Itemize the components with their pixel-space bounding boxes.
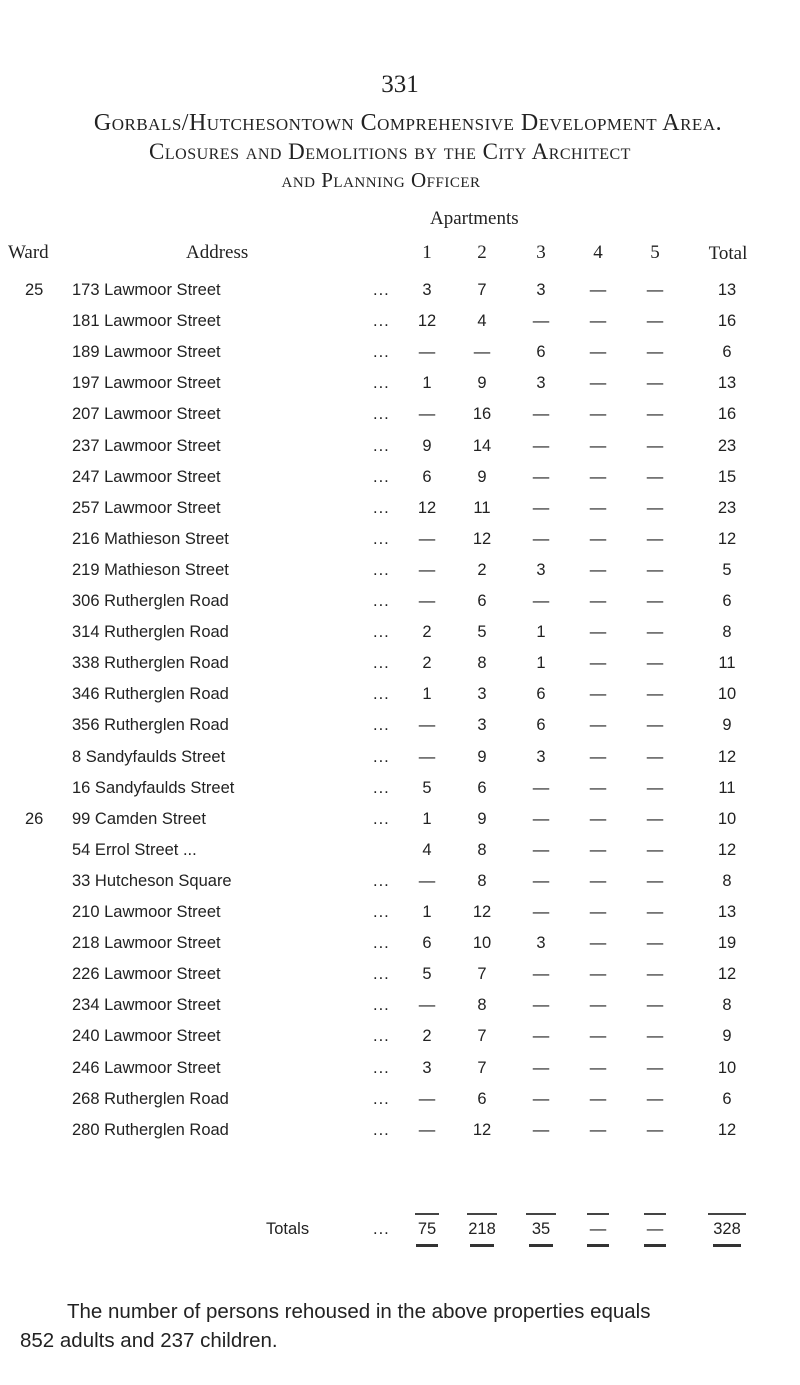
title-line-2: Closures and Demolitions by the City Architect [149, 139, 631, 164]
apartment-count-cell: — [589, 312, 607, 330]
apartment-count-cell: 16 [472, 405, 492, 423]
apartment-count-cell: 1 [422, 685, 432, 703]
apartment-count-cell: — [646, 685, 664, 703]
apartment-count-cell: — [418, 561, 436, 579]
address-cell: 346 Rutherglen Road [72, 685, 229, 703]
apartment-count-cell: — [532, 1059, 550, 1077]
apartment-count-cell: — [589, 779, 607, 797]
address-cell: 257 Lawmoor Street [72, 499, 221, 517]
apartment-count-cell: — [418, 716, 436, 734]
apartment-count-cell: — [646, 841, 664, 859]
total-cell: 6 [722, 343, 732, 361]
totals-total-cell: 328 [713, 1220, 741, 1238]
apartment-count-cell: — [418, 872, 436, 890]
leader-dots: ... [373, 530, 390, 548]
total-cell: 12 [717, 748, 737, 766]
address-cell: 181 Lawmoor Street [72, 312, 221, 330]
apartment-count-cell: 6 [536, 343, 546, 361]
address-cell: 33 Hutcheson Square [72, 872, 232, 890]
apartment-count-cell: 3 [477, 685, 487, 703]
total-cell: 13 [717, 903, 737, 921]
apartment-count-cell: — [532, 810, 550, 828]
page-number: 331 [381, 71, 419, 98]
leader-dots: ... [373, 810, 390, 828]
apartment-count-cell: 6 [477, 1090, 487, 1108]
apartment-count-cell: 8 [477, 654, 487, 672]
apartment-count-cell: 7 [477, 1027, 487, 1045]
address-cell: 99 Camden Street [72, 810, 206, 828]
apartment-count-cell: — [646, 592, 664, 610]
apartment-count-cell: — [589, 748, 607, 766]
leader-dots: ... [373, 996, 390, 1014]
address-cell: 306 Rutherglen Road [72, 592, 229, 610]
address-cell: 314 Rutherglen Road [72, 623, 229, 641]
address-cell: 280 Rutherglen Road [72, 1121, 229, 1139]
leader-dots: ... [373, 623, 390, 641]
apartment-count-cell: — [589, 561, 607, 579]
apartment-count-cell: — [646, 405, 664, 423]
apartment-count-cell: — [589, 872, 607, 890]
address-cell: 246 Lawmoor Street [72, 1059, 221, 1077]
apartments-1-column-header: 1 [422, 242, 432, 263]
total-cell: 16 [717, 312, 737, 330]
address-cell: 216 Mathieson Street [72, 530, 229, 548]
total-cell: 12 [717, 530, 737, 548]
apartment-count-cell: — [646, 996, 664, 1014]
apartment-count-cell: 6 [422, 934, 432, 952]
apartment-count-cell: 12 [417, 312, 437, 330]
apartment-count-cell: 2 [477, 561, 487, 579]
apartment-count-cell: — [589, 343, 607, 361]
apartment-count-cell: 5 [422, 779, 432, 797]
apartment-count-cell: — [589, 374, 607, 392]
apartment-count-cell: 1 [422, 903, 432, 921]
apartment-count-cell: 3 [536, 748, 546, 766]
apartment-count-cell: — [646, 312, 664, 330]
apartment-count-cell: 3 [477, 716, 487, 734]
leader-dots: ... [373, 1121, 390, 1139]
apartment-count-cell: — [646, 281, 664, 299]
leader-dots: ... [373, 965, 390, 983]
apartment-count-cell: 5 [422, 965, 432, 983]
apartment-count-cell: 7 [477, 281, 487, 299]
total-cell: 10 [717, 1059, 737, 1077]
apartments-3-column-header: 3 [536, 242, 546, 263]
address-cell: 268 Rutherglen Road [72, 1090, 229, 1108]
apartment-count-cell: — [532, 592, 550, 610]
address-cell: 237 Lawmoor Street [72, 437, 221, 455]
apartment-count-cell: — [589, 1121, 607, 1139]
address-cell: 8 Sandyfaulds Street [72, 748, 226, 766]
leader-dots: ... [373, 903, 390, 921]
leader-dots: ... [373, 592, 390, 610]
title-line-3: and Planning Officer [281, 168, 481, 192]
totals-a5-cell: — [646, 1220, 664, 1238]
totals-underline [644, 1244, 666, 1247]
leader-dots: ... [373, 1027, 390, 1045]
totals-a1-cell: 75 [417, 1220, 437, 1238]
apartment-count-cell: — [589, 437, 607, 455]
leader-dots: ... [373, 312, 390, 330]
address-cell: 210 Lawmoor Street [72, 903, 221, 921]
apartment-count-cell: — [589, 654, 607, 672]
total-cell: 11 [718, 779, 736, 797]
subtotal-rule [644, 1213, 666, 1215]
apartment-count-cell: — [532, 779, 550, 797]
apartment-count-cell: 12 [472, 1121, 492, 1139]
total-cell: 10 [717, 685, 737, 703]
apartment-count-cell: — [532, 841, 550, 859]
apartment-count-cell: — [589, 499, 607, 517]
total-cell: 12 [717, 1121, 737, 1139]
totals-underline [587, 1244, 609, 1247]
address-cell: 240 Lawmoor Street [72, 1027, 221, 1045]
address-cell: 356 Rutherglen Road [72, 716, 229, 734]
apartment-count-cell: — [646, 623, 664, 641]
apartment-count-cell: — [646, 1027, 664, 1045]
apartment-count-cell: — [646, 468, 664, 486]
apartment-count-cell: — [646, 903, 664, 921]
total-cell: 12 [717, 841, 737, 859]
total-cell: 23 [717, 437, 737, 455]
total-cell: 9 [722, 716, 732, 734]
apartment-count-cell: — [646, 934, 664, 952]
leader-dots: ... [373, 561, 390, 579]
footnote-line-1: The number of persons rehoused in the above properties equals [67, 1300, 651, 1323]
apartment-count-cell: — [418, 996, 436, 1014]
apartment-count-cell: — [589, 685, 607, 703]
apartment-count-cell: 9 [477, 748, 487, 766]
total-cell: 12 [717, 965, 737, 983]
apartment-count-cell: — [646, 872, 664, 890]
totals-underline [416, 1244, 438, 1247]
leader-dots: ... [373, 437, 390, 455]
address-column-header: Address [186, 242, 249, 263]
apartment-count-cell: 6 [477, 779, 487, 797]
apartment-count-cell: 9 [422, 437, 432, 455]
total-cell: 10 [717, 810, 737, 828]
apartment-count-cell: — [532, 965, 550, 983]
apartment-count-cell: — [589, 405, 607, 423]
subtotal-rule [708, 1213, 746, 1215]
subtotal-rule [415, 1213, 439, 1215]
apartment-count-cell: — [418, 592, 436, 610]
total-cell: 8 [722, 996, 732, 1014]
apartment-count-cell: — [589, 934, 607, 952]
apartments-4-column-header: 4 [593, 242, 603, 263]
apartment-count-cell: — [646, 748, 664, 766]
apartment-count-cell: 5 [477, 623, 487, 641]
totals-a3-cell: 35 [531, 1220, 551, 1238]
totals-underline [713, 1244, 741, 1247]
apartment-count-cell: 3 [536, 561, 546, 579]
ward-number: 25 [25, 281, 44, 299]
apartments-group-header: Apartments [430, 208, 519, 229]
address-cell: 189 Lawmoor Street [72, 343, 221, 361]
total-cell: 19 [717, 934, 737, 952]
apartment-count-cell: — [646, 1121, 664, 1139]
ward-column-header: Ward [8, 242, 49, 263]
apartment-count-cell: 6 [536, 716, 546, 734]
apartment-count-cell: 8 [477, 996, 487, 1014]
total-cell: 8 [722, 872, 732, 890]
apartment-count-cell: 9 [477, 810, 487, 828]
total-cell: 8 [722, 623, 732, 641]
apartment-count-cell: 3 [536, 281, 546, 299]
apartment-count-cell: — [589, 468, 607, 486]
apartment-count-cell: — [589, 716, 607, 734]
apartment-count-cell: — [532, 872, 550, 890]
totals-underline [529, 1244, 553, 1247]
apartment-count-cell: 8 [477, 872, 487, 890]
apartment-count-cell: — [646, 530, 664, 548]
apartment-count-cell: — [589, 810, 607, 828]
apartment-count-cell: — [418, 405, 436, 423]
apartment-count-cell: — [418, 343, 436, 361]
apartment-count-cell: — [532, 312, 550, 330]
leader-dots: ... [373, 468, 390, 486]
apartment-count-cell: — [532, 1121, 550, 1139]
apartments-2-column-header: 2 [477, 242, 487, 263]
apartment-count-cell: 7 [477, 1059, 487, 1077]
leader-dots: ... [373, 654, 390, 672]
address-cell: 226 Lawmoor Street [72, 965, 221, 983]
apartment-count-cell: — [646, 1090, 664, 1108]
leader-dots: ... [373, 748, 390, 766]
apartment-count-cell: 1 [536, 654, 546, 672]
leader-dots: ... [373, 934, 390, 952]
leader-dots: ... [373, 405, 390, 423]
apartment-count-cell: — [589, 996, 607, 1014]
apartment-count-cell: — [418, 1121, 436, 1139]
leader-dots: ... [373, 1059, 390, 1077]
apartments-5-column-header: 5 [650, 242, 660, 263]
apartment-count-cell: 6 [422, 468, 432, 486]
apartment-count-cell: 3 [536, 374, 546, 392]
apartment-count-cell: 11 [473, 499, 491, 517]
leader-dots: ... [373, 685, 390, 703]
address-cell: 207 Lawmoor Street [72, 405, 221, 423]
address-cell: 338 Rutherglen Road [72, 654, 229, 672]
subtotal-rule [467, 1213, 497, 1215]
apartment-count-cell: — [589, 592, 607, 610]
address-cell: 173 Lawmoor Street [72, 281, 221, 299]
leader-dots: ... [373, 1220, 390, 1238]
total-cell: 13 [717, 281, 737, 299]
apartment-count-cell: — [646, 343, 664, 361]
apartment-count-cell: — [589, 623, 607, 641]
apartment-count-cell: — [646, 437, 664, 455]
apartment-count-cell: 9 [477, 468, 487, 486]
apartment-count-cell: — [418, 530, 436, 548]
apartment-count-cell: — [532, 903, 550, 921]
apartment-count-cell: 2 [422, 654, 432, 672]
apartment-count-cell: — [646, 499, 664, 517]
apartment-count-cell: — [473, 343, 491, 361]
address-cell: 247 Lawmoor Street [72, 468, 221, 486]
leader-dots: ... [373, 872, 390, 890]
apartment-count-cell: 3 [536, 934, 546, 952]
apartment-count-cell: 3 [422, 1059, 432, 1077]
address-cell: 218 Lawmoor Street [72, 934, 221, 952]
apartment-count-cell: 3 [422, 281, 432, 299]
apartment-count-cell: — [532, 437, 550, 455]
apartment-count-cell: — [532, 468, 550, 486]
totals-a4-cell: — [589, 1220, 607, 1238]
apartment-count-cell: — [589, 841, 607, 859]
leader-dots: ... [373, 779, 390, 797]
apartment-count-cell: 12 [417, 499, 437, 517]
apartment-count-cell: — [418, 748, 436, 766]
apartment-count-cell: — [532, 1090, 550, 1108]
apartment-count-cell: 12 [472, 903, 492, 921]
total-cell: 6 [722, 1090, 732, 1108]
leader-dots: ... [373, 343, 390, 361]
apartment-count-cell: — [646, 965, 664, 983]
apartment-count-cell: — [646, 1059, 664, 1077]
apartment-count-cell: — [589, 1059, 607, 1077]
apartment-count-cell: — [589, 1090, 607, 1108]
totals-underline [470, 1244, 494, 1247]
totals-a2-cell: 218 [468, 1220, 496, 1238]
apartment-count-cell: — [532, 405, 550, 423]
apartment-count-cell: — [646, 779, 664, 797]
apartment-count-cell: 2 [422, 1027, 432, 1045]
apartment-count-cell: — [589, 530, 607, 548]
apartment-count-cell: — [646, 810, 664, 828]
total-cell: 5 [722, 561, 732, 579]
apartment-count-cell: — [532, 499, 550, 517]
title-line-1: Gorbals/Hutchesontown Comprehensive Development Area. [93, 110, 723, 136]
apartment-count-cell: — [418, 1090, 436, 1108]
apartment-count-cell: — [646, 654, 664, 672]
address-cell: 234 Lawmoor Street [72, 996, 221, 1014]
leader-dots: ... [373, 281, 390, 299]
total-cell: 15 [717, 468, 737, 486]
apartment-count-cell: 2 [422, 623, 432, 641]
total-cell: 16 [717, 405, 737, 423]
apartment-count-cell: 1 [422, 374, 432, 392]
leader-dots: ... [373, 374, 390, 392]
apartment-count-cell: — [532, 996, 550, 1014]
apartment-count-cell: 12 [472, 530, 492, 548]
leader-dots: ... [373, 716, 390, 734]
subtotal-rule [526, 1213, 556, 1215]
apartment-count-cell: 6 [477, 592, 487, 610]
footnote-line-2: 852 adults and 237 children. [20, 1329, 278, 1352]
apartment-count-cell: — [589, 281, 607, 299]
apartment-count-cell: 7 [477, 965, 487, 983]
address-cell: 16 Sandyfaulds Street [72, 779, 235, 797]
total-column-header: Total [708, 243, 748, 264]
apartment-count-cell: 6 [536, 685, 546, 703]
apartment-count-cell: 1 [422, 810, 432, 828]
apartment-count-cell: — [646, 374, 664, 392]
total-cell: 11 [718, 654, 736, 672]
apartment-count-cell: — [646, 561, 664, 579]
apartment-count-cell: — [589, 1027, 607, 1045]
total-cell: 9 [722, 1027, 732, 1045]
apartment-count-cell: — [589, 903, 607, 921]
apartment-count-cell: — [589, 965, 607, 983]
subtotal-rule [587, 1213, 609, 1215]
apartment-count-cell: 4 [422, 841, 432, 859]
leader-dots: ... [373, 1090, 390, 1108]
apartment-count-cell: 14 [472, 437, 492, 455]
address-cell: 54 Errol Street ... [72, 841, 197, 859]
apartment-count-cell: 1 [536, 623, 546, 641]
apartment-count-cell: 9 [477, 374, 487, 392]
apartment-count-cell: 4 [477, 312, 487, 330]
address-cell: 219 Mathieson Street [72, 561, 229, 579]
total-cell: 13 [717, 374, 737, 392]
apartment-count-cell: 10 [472, 934, 492, 952]
totals-label: Totals [266, 1220, 310, 1238]
address-cell: 197 Lawmoor Street [72, 374, 221, 392]
apartment-count-cell: 8 [477, 841, 487, 859]
apartment-count-cell: — [532, 1027, 550, 1045]
total-cell: 6 [722, 592, 732, 610]
apartment-count-cell: — [646, 716, 664, 734]
leader-dots: ... [373, 499, 390, 517]
ward-number: 26 [25, 810, 44, 828]
total-cell: 23 [717, 499, 737, 517]
apartment-count-cell: — [532, 530, 550, 548]
